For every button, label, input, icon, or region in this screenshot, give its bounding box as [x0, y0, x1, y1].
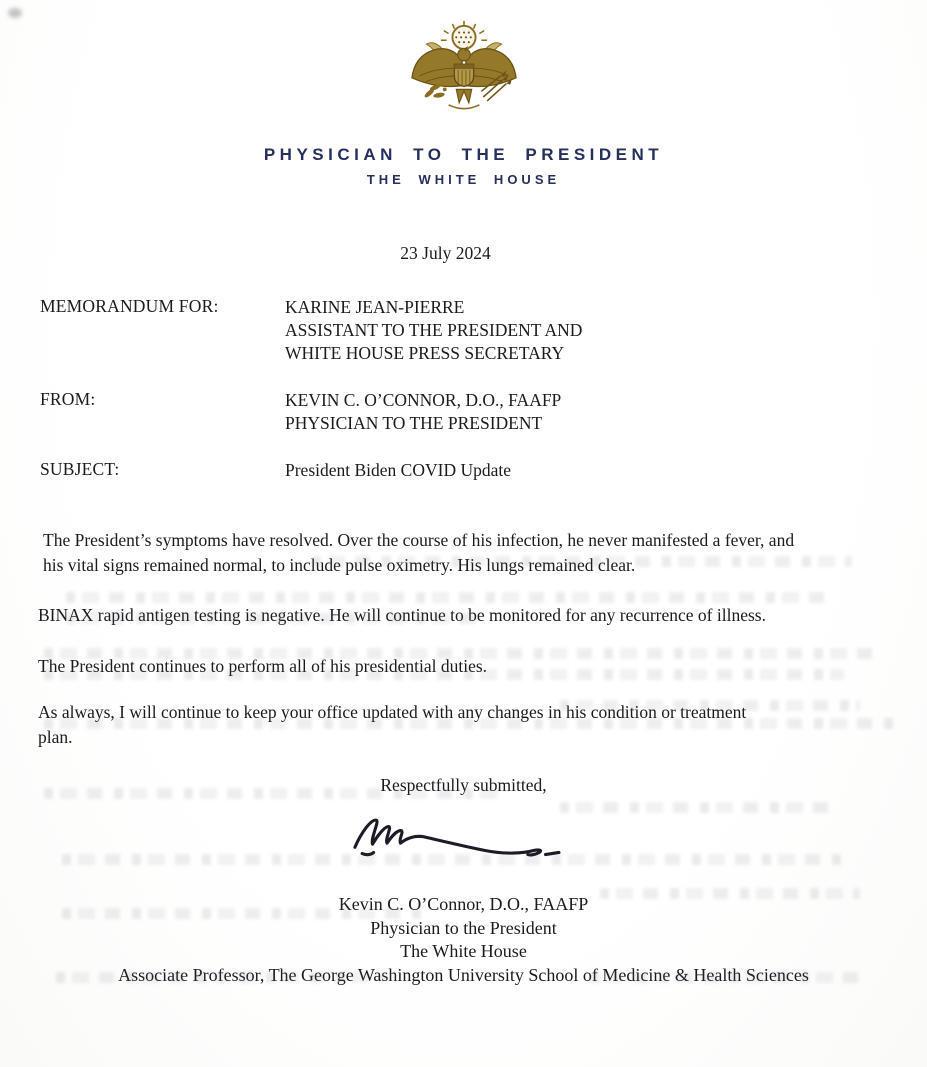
memo-field-label: MEMORANDUM FOR:: [40, 296, 219, 316]
memo-field-subject: [40, 459, 887, 482]
subject-text: President Biden COVID Update: [285, 460, 512, 480]
body-paragraph: BINAX rapid antigen testing is negative. He will continue to be monitored for any recurrence of illness.: [38, 605, 766, 625]
presidential-seal-icon: [405, 113, 523, 130]
letterhead: [0, 0, 927, 187]
memo-header-fields: [0, 296, 927, 482]
memo-date: 23 July 2024: [400, 243, 491, 263]
signature-area: [0, 810, 927, 873]
signer-organization: The White House: [400, 941, 527, 961]
memo-field-label: FROM:: [40, 389, 96, 409]
sender-name: KEVIN C. O’CONNOR, D.O., FAAFP: [285, 390, 562, 410]
recipient-title-line2: WHITE HOUSE PRESS SECRETARY: [285, 343, 565, 363]
letterhead-subtitle: THE WHITE HOUSE: [366, 172, 561, 187]
memo-body: [0, 528, 927, 749]
memo-field-from: [40, 389, 887, 435]
memo-field-value: [285, 459, 887, 482]
signature-block: [0, 893, 927, 987]
body-paragraph: The President continues to perform all of his presidential duties.: [38, 655, 488, 676]
body-paragraph: As always, I will continue to keep your office updated with any changes in his condition or treatment plan.: [38, 702, 747, 747]
signer-name: Kevin C. O’Connor, D.O., FAAFP: [338, 894, 589, 914]
body-paragraph: The President’s symptoms have resolved. Over the course of his infection, he never manifested a fever, and his vital signs remained normal, to include pulse oximetry. His lungs remained clear.: [43, 530, 795, 575]
signer-affiliation: Associate Professor, The George Washington University School of Medicine & Health Sciences: [118, 964, 809, 985]
recipient-name: KARINE JEAN-PIERRE: [285, 297, 465, 317]
letterhead-title: PHYSICIAN TO THE PRESIDENT: [263, 145, 664, 164]
handwritten-signature-icon: [341, 810, 576, 868]
memo-field-value: [285, 296, 887, 365]
memo-field-value: [285, 389, 887, 435]
sender-title: PHYSICIAN TO THE PRESIDENT: [285, 413, 543, 433]
signer-title: Physician to the President: [370, 917, 557, 938]
memo-field-label: SUBJECT:: [40, 459, 120, 479]
recipient-title-line1: ASSISTANT TO THE PRESIDENT AND: [285, 320, 583, 340]
memo-field-memorandum-for: [40, 296, 887, 365]
closing-line: Respectfully submitted,: [380, 775, 547, 795]
